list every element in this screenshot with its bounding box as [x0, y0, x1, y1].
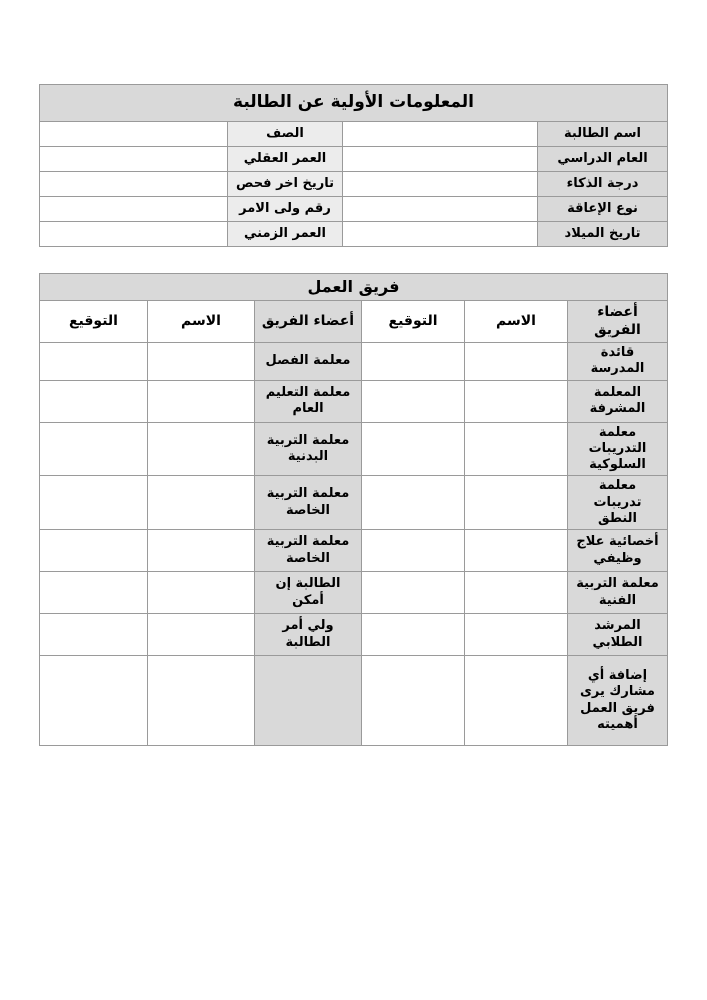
name-input-cell[interactable]: [148, 530, 255, 572]
team-member-cell: الطالبة إن أمكن: [255, 572, 362, 614]
name-input-cell[interactable]: [148, 343, 255, 381]
team-member-cell: أخصائية علاج وظيفي: [568, 530, 668, 572]
team-member-cell: معلمة التربية الخاصة: [255, 476, 362, 530]
info-table-title: المعلومات الأولية عن الطالبة: [40, 85, 668, 122]
team-table-title: فريق العمل: [39, 274, 667, 301]
name-input-cell[interactable]: [465, 530, 568, 572]
name-input-cell[interactable]: [465, 572, 568, 614]
name-input-cell[interactable]: [465, 614, 568, 656]
info-label-class: الصف: [228, 122, 343, 147]
name-input-cell[interactable]: [148, 476, 255, 530]
info-label-school-year: العام الدراسي: [538, 147, 668, 172]
team-member-cell: قائدة المدرسة: [568, 343, 668, 381]
info-label-birth-date: تاريخ الميلاد: [538, 222, 668, 247]
team-member-cell: معلمة التعليم العام: [255, 380, 362, 422]
info-input-last-exam-date[interactable]: [40, 172, 228, 197]
student-info-table: [39, 84, 668, 247]
signature-input-cell[interactable]: [39, 422, 147, 476]
info-input-chronological-age[interactable]: [40, 222, 228, 247]
name-input-cell[interactable]: [148, 614, 255, 656]
team-member-cell: المرشد الطلابي: [568, 614, 668, 656]
name-input-cell[interactable]: [465, 343, 568, 381]
signature-input-cell[interactable]: [362, 530, 465, 572]
info-input-disability-type[interactable]: [343, 197, 538, 222]
signature-input-cell[interactable]: [362, 380, 465, 422]
info-label-iq: درجة الذكاء: [538, 172, 668, 197]
info-input-guardian-number[interactable]: [40, 197, 228, 222]
signature-input-cell[interactable]: [39, 343, 147, 381]
signature-input-cell[interactable]: [39, 572, 147, 614]
signature-input-cell[interactable]: [39, 476, 147, 530]
signature-input-cell[interactable]: [39, 656, 147, 746]
name-input-cell[interactable]: [148, 656, 255, 746]
name-input-cell[interactable]: [465, 476, 568, 530]
team-member-cell: ولي أمر الطالبة: [255, 614, 362, 656]
info-input-mental-age[interactable]: [40, 147, 228, 172]
name-input-cell[interactable]: [465, 380, 568, 422]
name-input-cell[interactable]: [148, 572, 255, 614]
info-label-mental-age: العمر العقلي: [228, 147, 343, 172]
info-label-guardian-number: رقم ولى الامر: [228, 197, 343, 222]
team-member-cell: معلمة تدريبات النطق: [568, 476, 668, 530]
info-input-class[interactable]: [40, 122, 228, 147]
name-input-cell[interactable]: [148, 422, 255, 476]
info-input-birth-date[interactable]: [343, 222, 538, 247]
team-header-members-left: أعضاء الفريق: [255, 301, 362, 343]
signature-input-cell[interactable]: [39, 530, 147, 572]
signature-input-cell[interactable]: [362, 614, 465, 656]
signature-input-cell[interactable]: [362, 476, 465, 530]
team-header-name-left: الاسم: [148, 301, 255, 343]
team-member-cell: معلمة التربية الفنية: [568, 572, 668, 614]
signature-input-cell[interactable]: [39, 614, 147, 656]
team-member-cell: معلمة التربية الخاصة: [255, 530, 362, 572]
signature-input-cell[interactable]: [362, 343, 465, 381]
team-member-cell: معلمة التدريبات السلوكية: [568, 422, 668, 476]
team-header-name-right: الاسم: [465, 301, 568, 343]
signature-input-cell[interactable]: [362, 656, 465, 746]
team-member-cell: معلمة الفصل: [255, 343, 362, 381]
info-label-chronological-age: العمر الزمني: [228, 222, 343, 247]
signature-input-cell[interactable]: [39, 380, 147, 422]
team-header-signature-right: التوقيع: [362, 301, 465, 343]
signature-input-cell[interactable]: [362, 422, 465, 476]
info-label-disability-type: نوع الإعاقة: [538, 197, 668, 222]
team-member-cell: إضافة أي مشارك يرى فريق العمل أهميته: [568, 656, 668, 746]
info-label-student-name: اسم الطالبة: [538, 122, 668, 147]
team-member-cell: المعلمة المشرفة: [568, 380, 668, 422]
name-input-cell[interactable]: [148, 380, 255, 422]
signature-input-cell[interactable]: [362, 572, 465, 614]
name-input-cell[interactable]: [465, 656, 568, 746]
work-team-table: [39, 273, 668, 746]
info-input-iq[interactable]: [343, 172, 538, 197]
info-input-student-name[interactable]: [343, 122, 538, 147]
name-input-cell[interactable]: [465, 422, 568, 476]
team-header-signature-left: التوقيع: [39, 301, 147, 343]
team-member-cell: معلمة التربية البدنية: [255, 422, 362, 476]
info-label-last-exam-date: تاريخ اخر فحص: [228, 172, 343, 197]
team-member-cell: [255, 656, 362, 746]
info-input-school-year[interactable]: [343, 147, 538, 172]
team-header-members-right: أعضاء الفريق: [568, 301, 668, 343]
